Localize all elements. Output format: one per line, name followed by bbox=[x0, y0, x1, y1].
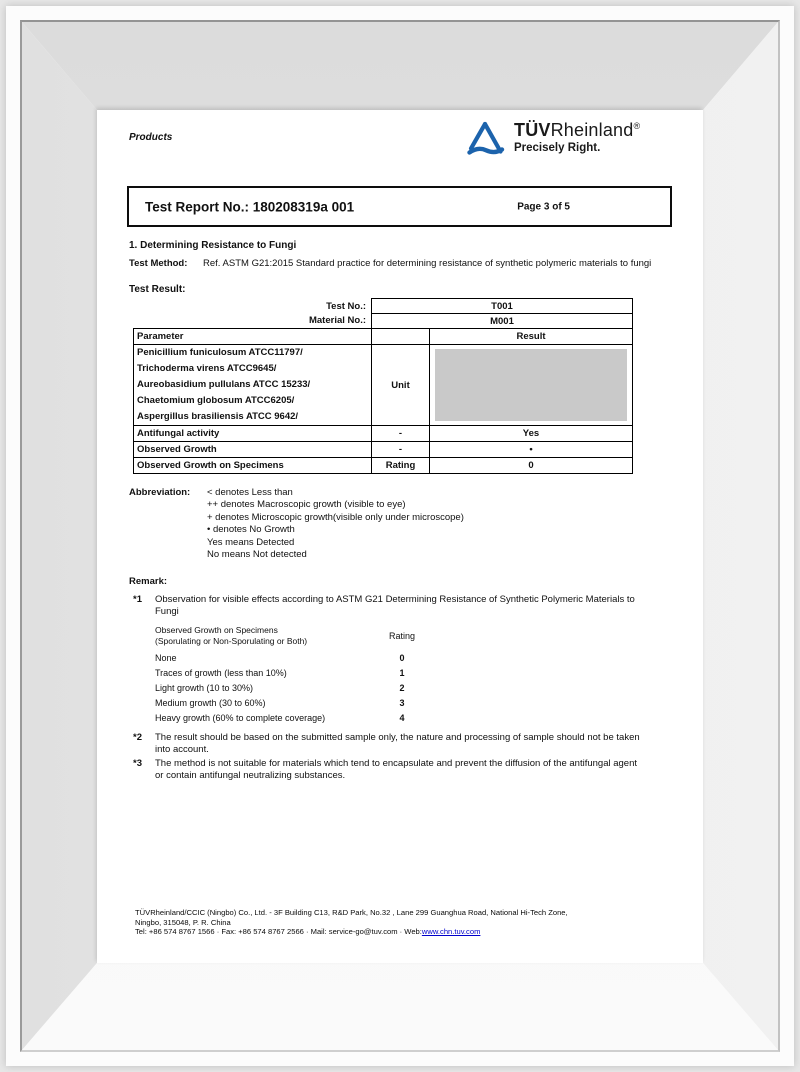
rating-table-header bbox=[155, 625, 495, 646]
parameter-cell: Observed Growth on Specimens bbox=[134, 458, 372, 474]
footer-website-link[interactable]: www.chn.tuv.com bbox=[421, 927, 481, 937]
rating-row-label: Heavy growth (60% to complete coverage) bbox=[155, 713, 326, 724]
test-no-row bbox=[134, 299, 633, 314]
material-no-row bbox=[134, 314, 633, 329]
unit-cell: - bbox=[372, 426, 430, 442]
rating-row-label: Traces of growth (less than 10%) bbox=[155, 667, 287, 678]
rating-row-value: 3 bbox=[399, 698, 405, 709]
footer-address-line1: TÜVRheinland/CCIC (Ningbo) Co., Ltd. - 3F Building C13, R&D Park, No.32 , Lane 299 Guanghua Road, National Hi-Tech Zone, bbox=[135, 908, 568, 917]
registered-mark: ® bbox=[633, 121, 641, 131]
result-cell: Yes bbox=[430, 426, 633, 442]
organism-line: Aureobasidium pullulans ATCC 15233/ bbox=[137, 379, 311, 390]
remark-3-marker: *3 bbox=[133, 758, 142, 769]
rating-row-label: Medium growth (30 to 60%) bbox=[155, 698, 266, 709]
organisms-row bbox=[134, 345, 633, 426]
brand-rheinland: Rheinland bbox=[550, 120, 634, 140]
abbreviation-line: Yes means Detected bbox=[207, 536, 295, 548]
rating-header-line1: Observed Growth on Specimens bbox=[155, 625, 278, 635]
parameter-cell: Antifungal activity bbox=[134, 426, 372, 442]
remark-3-text: The method is not suitable for materials which tend to encapsulate and prevent the diffusion of the antifungal agent or contain antifungal neutralizing substances. bbox=[155, 758, 637, 781]
table-row bbox=[134, 426, 633, 442]
result-cell: • bbox=[430, 442, 633, 458]
rating-row-label: None bbox=[155, 652, 177, 663]
abbreviation-line: + denotes Microscopic growth(visible only under microscope) bbox=[207, 511, 464, 523]
rating-row-value: 2 bbox=[399, 682, 405, 693]
test-no-label: Test No.: bbox=[326, 300, 366, 312]
test-result-table bbox=[133, 298, 633, 474]
test-result-label: Test Result: bbox=[129, 284, 186, 295]
rating-row bbox=[155, 696, 495, 711]
result-header: Result bbox=[430, 329, 633, 345]
rating-scale-table bbox=[155, 625, 495, 726]
organism-line: Trichoderma virens ATCC9645/ bbox=[137, 363, 277, 374]
rating-header-left bbox=[155, 625, 372, 646]
table-row bbox=[134, 458, 633, 474]
organisms-list bbox=[134, 345, 372, 426]
unit-cell: Rating bbox=[372, 458, 430, 474]
parameter-cell: Observed Growth bbox=[134, 442, 372, 458]
report-number-title: Test Report No.: 180208319a 001 bbox=[145, 199, 355, 214]
remark-1-text: Observation for visible effects according to ASTM G21 Determining Resistance of Synthetic Polymeric Materials to Fungi bbox=[155, 594, 635, 617]
abbreviation-line: • denotes No Growth bbox=[207, 524, 295, 536]
brand-tagline: Precisely Right. bbox=[514, 142, 601, 154]
unit-cell: - bbox=[372, 442, 430, 458]
rating-row bbox=[155, 665, 495, 680]
table-row bbox=[134, 442, 633, 458]
result-cell: 0 bbox=[430, 458, 633, 474]
test-method-text: Ref. ASTM G21:2015 Standard practice for determining resistance of synthetic polymeric materials to fungi bbox=[203, 258, 652, 269]
brand-name bbox=[514, 120, 640, 141]
rating-row bbox=[155, 650, 495, 665]
logo-text bbox=[514, 120, 640, 154]
section-heading: 1. Determining Resistance to Fungi bbox=[129, 240, 297, 251]
remark-2-marker: *2 bbox=[133, 732, 142, 743]
remark-1-marker: *1 bbox=[133, 594, 142, 605]
tuv-rheinland-logo bbox=[465, 120, 640, 160]
rating-header-line2: (Sporulating or Non-Sporulating or Both) bbox=[155, 635, 308, 646]
report-number-bar bbox=[127, 186, 672, 227]
parameter-header: Parameter bbox=[134, 329, 372, 345]
unit-header bbox=[372, 329, 430, 345]
abbreviation-label: Abbreviation: bbox=[129, 487, 191, 498]
organism-line: Penicillium funiculosum ATCC11797/ bbox=[137, 347, 303, 358]
page-indicator: Page 3 of 5 bbox=[517, 201, 570, 212]
rating-row-value: 0 bbox=[399, 652, 405, 663]
test-report-document bbox=[97, 110, 703, 963]
footer-contact-line bbox=[135, 927, 701, 937]
abbreviation-line: < denotes Less than bbox=[207, 487, 293, 498]
organism-line: Chaetomium globosum ATCC6205/ bbox=[137, 395, 295, 406]
brand-tuv: TÜV bbox=[514, 120, 551, 140]
abbreviation-line: No means Not detected bbox=[207, 549, 307, 561]
document-footer bbox=[135, 908, 701, 937]
abbreviation-line: ++ denotes Macroscopic growth (visible to eye) bbox=[207, 499, 406, 511]
products-label: Products bbox=[129, 132, 173, 143]
rating-header-right: Rating bbox=[388, 630, 415, 641]
footer-contact-text: Tel: +86 574 8767 1566 · Fax: +86 574 8767 2566 · Mail: service-go@tuv.com · Web: bbox=[135, 927, 422, 937]
rating-row-value: 1 bbox=[399, 667, 405, 678]
organisms-result-cell bbox=[430, 345, 633, 426]
rating-row bbox=[155, 680, 495, 695]
abbreviation-lines bbox=[207, 487, 464, 561]
remark-label: Remark: bbox=[129, 576, 168, 587]
table-header-row bbox=[134, 329, 633, 345]
organisms-unit-cell: Unit bbox=[372, 345, 430, 426]
rating-row bbox=[155, 711, 495, 726]
material-no-label: Material No.: bbox=[308, 315, 366, 327]
rating-row-label: Light growth (10 to 30%) bbox=[155, 682, 254, 693]
material-no-value: M001 bbox=[372, 314, 633, 329]
remark-2-text: The result should be based on the submitted sample only, the nature and processing of sample should not be taken into account. bbox=[155, 732, 640, 755]
tuv-triangle-logo-icon bbox=[465, 120, 505, 160]
footer-address-line2: Ningbo, 315048, P. R. China bbox=[135, 917, 231, 927]
redacted-result-block bbox=[435, 349, 627, 421]
test-method-label: Test Method: bbox=[129, 258, 188, 269]
rating-row-value: 4 bbox=[399, 713, 405, 724]
test-no-value: T001 bbox=[372, 299, 633, 314]
organism-line: Aspergillus brasiliensis ATCC 9642/ bbox=[137, 411, 299, 422]
